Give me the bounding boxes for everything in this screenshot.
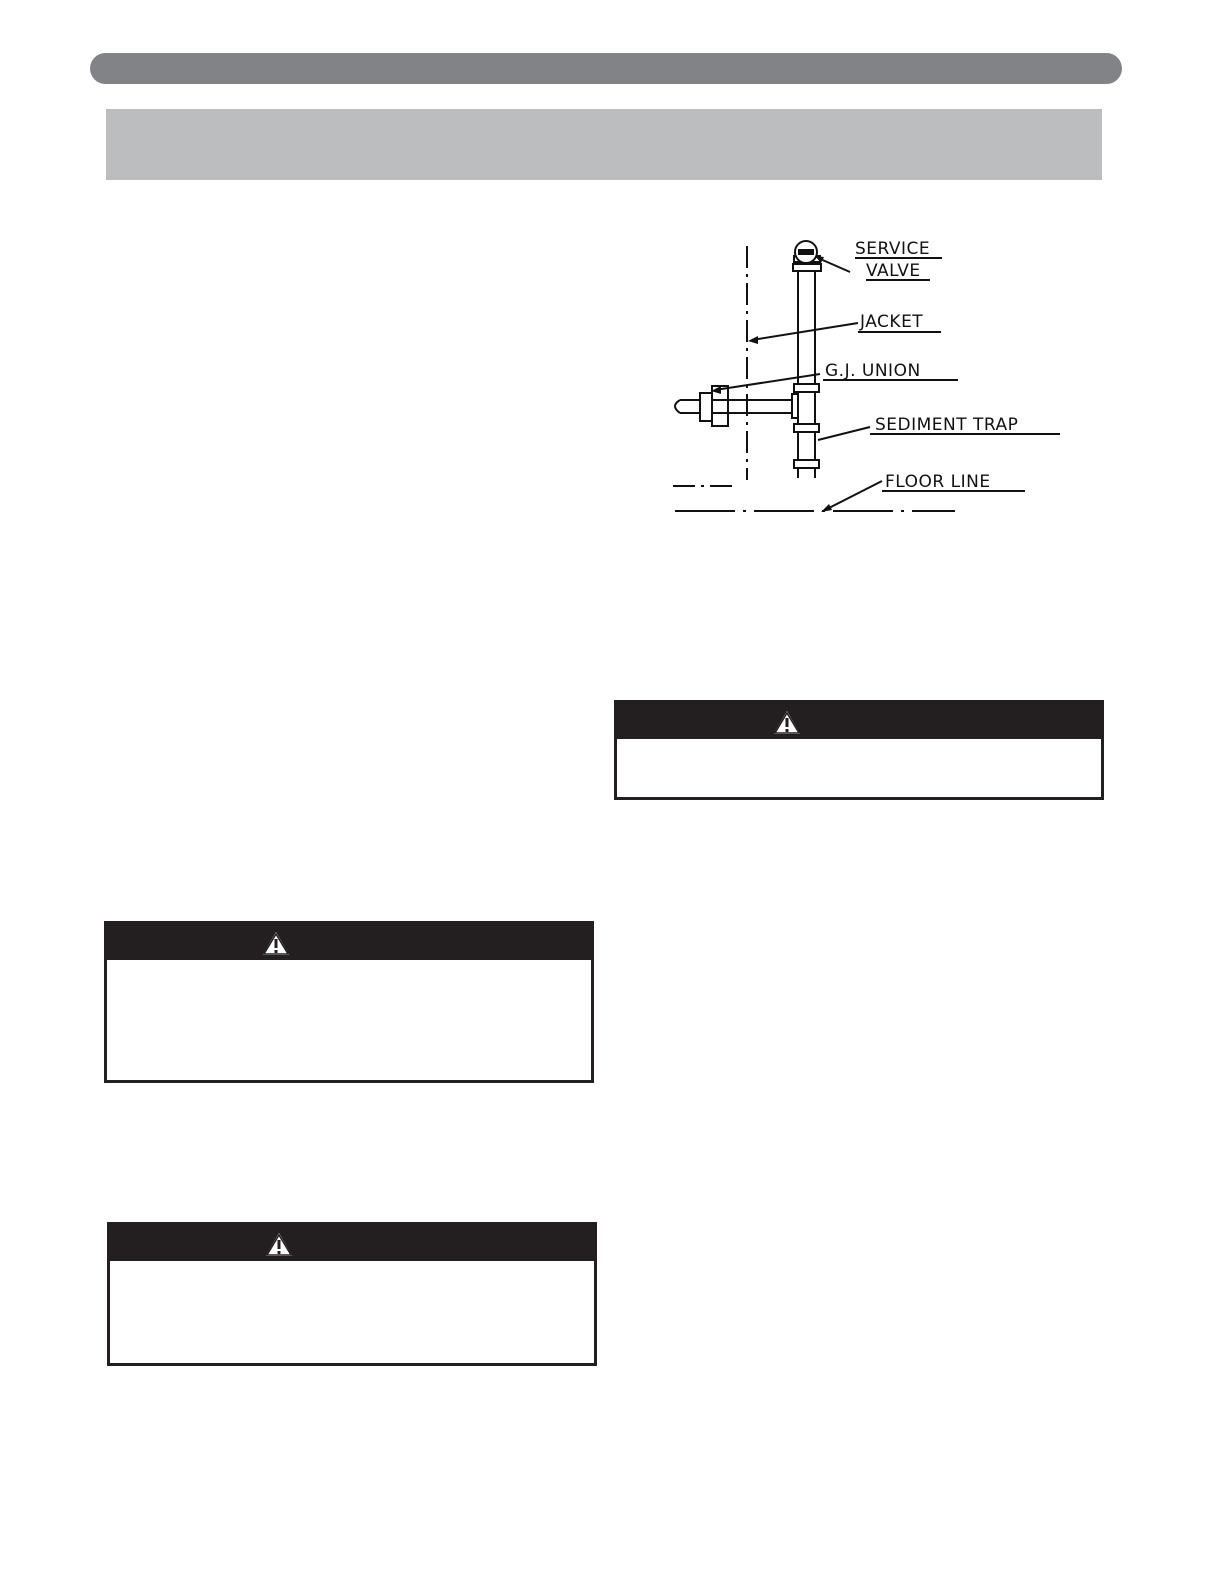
warning-triangle-icon <box>770 707 804 742</box>
gas-piping-diagram <box>640 228 1072 520</box>
piping-drawing <box>640 228 1072 520</box>
label-floor-line: FLOOR LINE <box>885 472 991 492</box>
warning-header <box>107 924 591 960</box>
gj-union <box>700 393 712 421</box>
label-jacket: JACKET <box>860 312 924 332</box>
warning-header <box>110 1225 594 1261</box>
warning-triangle-icon <box>262 1229 296 1264</box>
label-valve: VALVE <box>866 261 921 281</box>
warning-header <box>617 703 1101 739</box>
section-title-band <box>106 109 1102 180</box>
label-union: G.J. UNION <box>825 361 921 381</box>
warning-box-left-2 <box>107 1222 597 1366</box>
label-service: SERVICE <box>855 239 931 259</box>
warning-triangle-icon <box>259 928 293 963</box>
label-sediment-trap: SEDIMENT TRAP <box>875 415 1019 435</box>
header-bar <box>90 53 1122 84</box>
warning-box-left-1 <box>104 921 594 1083</box>
warning-box-right <box>614 700 1104 800</box>
